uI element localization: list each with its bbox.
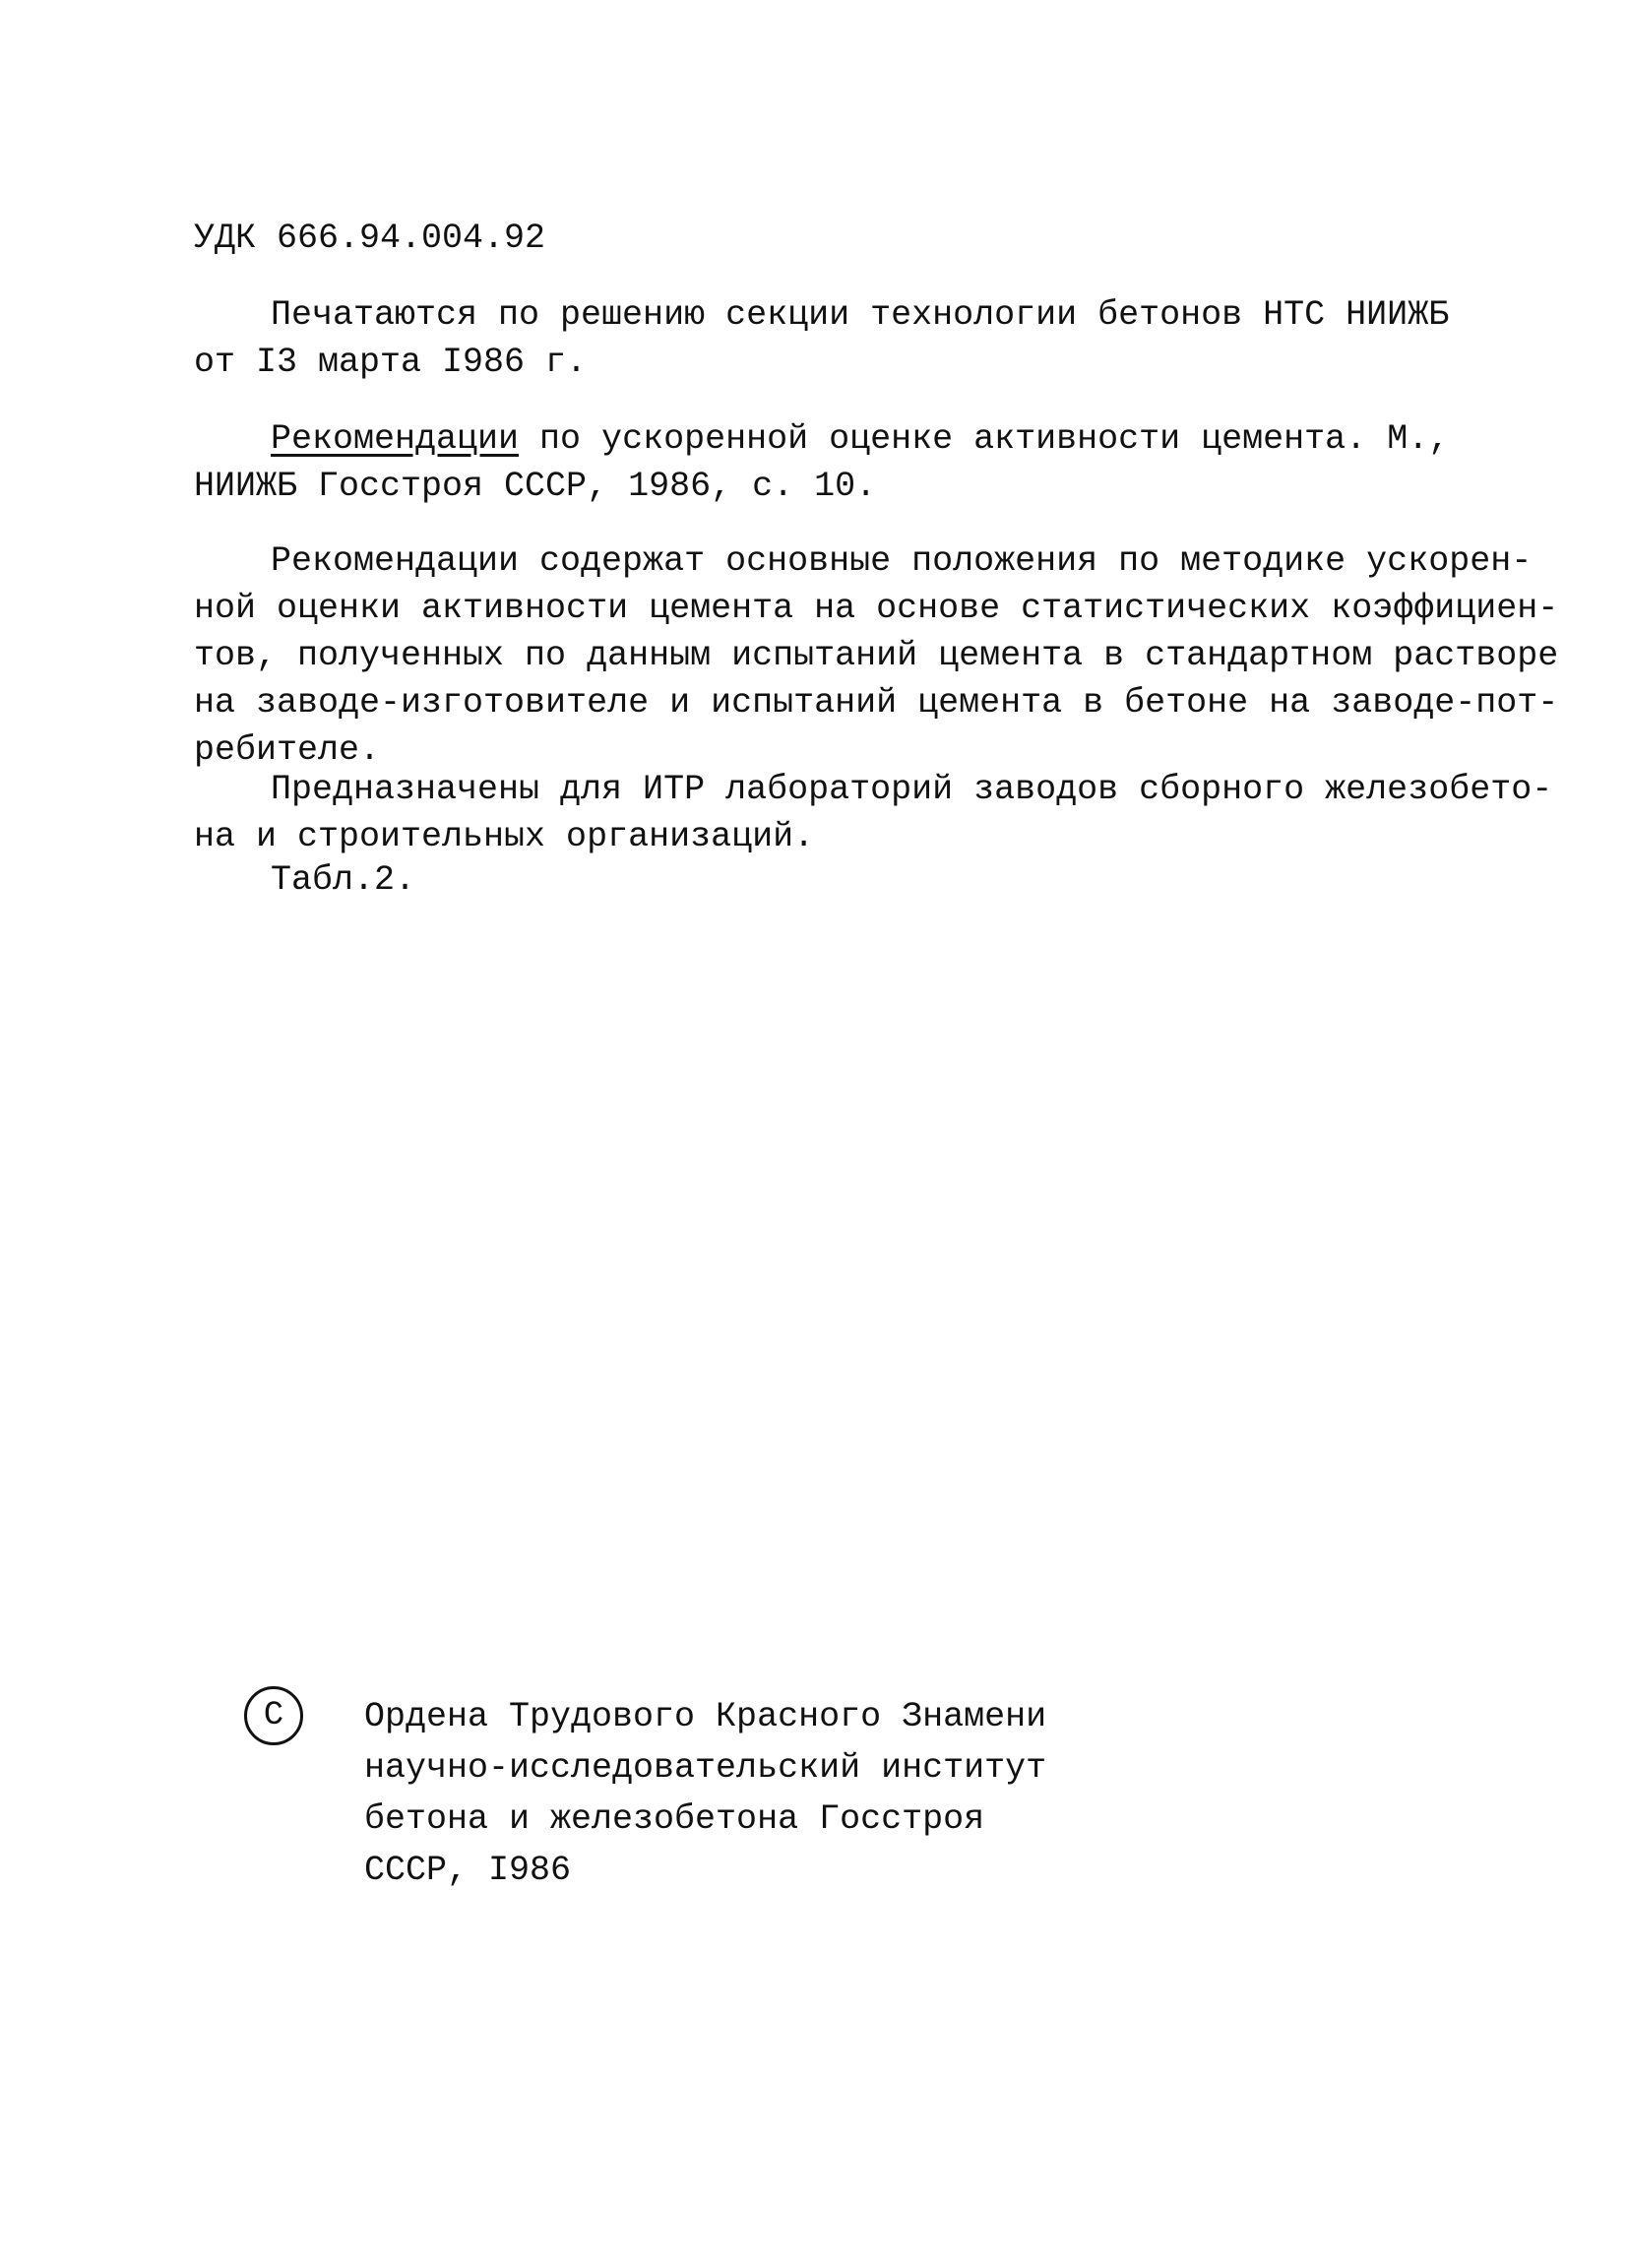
abstract-paragraph (194, 537, 1559, 774)
bibliography-title-word: Рекомендации (271, 419, 520, 459)
bibliography-line-2: НИИЖБ Госстроя СССР, 1986, с. 10. (194, 467, 877, 506)
abstract-line-4: на заводе-изготовителе и испытаний цемента в бетоне на заводе-пот- (194, 683, 1559, 723)
bibliographic-record (194, 415, 1450, 510)
abstract-line-1: Рекомендации содержат основные положения по методике ускорен- (271, 541, 1533, 581)
print-note-line-2: от I3 марта I986 г. (194, 343, 588, 382)
purpose-paragraph (194, 766, 1553, 860)
udk-code: УДК 666.94.004.92 (194, 219, 546, 258)
tables-count: Табл.2. (271, 860, 416, 900)
abstract-line-5: ребителе. (194, 730, 381, 770)
publisher-line-1: Ордена Трудового Красного Знамени (364, 1697, 1047, 1736)
abstract-line-3: тов, полученных по данным испытаний цемента в стандартном растворе (194, 636, 1559, 675)
print-note-line-1: Печатаются по решению секции технологии бетонов НТС НИИЖБ (271, 295, 1450, 335)
bibliography-line-1 (194, 415, 1450, 463)
tables-note (194, 856, 1442, 904)
copyright-icon: С (244, 1686, 303, 1745)
abstract-line-2: ной оценки активности цемента на основе статистических коэффициен- (194, 589, 1559, 628)
publisher-line-3: бетона и железобетона Госстроя (364, 1799, 985, 1839)
publisher-block (364, 1691, 1046, 1896)
publisher-line-2: научно-исследовательский институт (364, 1748, 1047, 1788)
bibliography-line-1-rest: по ускоренной оценке активности цемента. М., (519, 419, 1450, 459)
purpose-line-1: Предназначены для ИТР лабораторий заводов сборного железобето- (271, 770, 1553, 809)
purpose-line-2: на и строительных организаций. (194, 817, 815, 856)
print-note (194, 291, 1450, 386)
publisher-line-4: СССР, I986 (364, 1851, 572, 1890)
